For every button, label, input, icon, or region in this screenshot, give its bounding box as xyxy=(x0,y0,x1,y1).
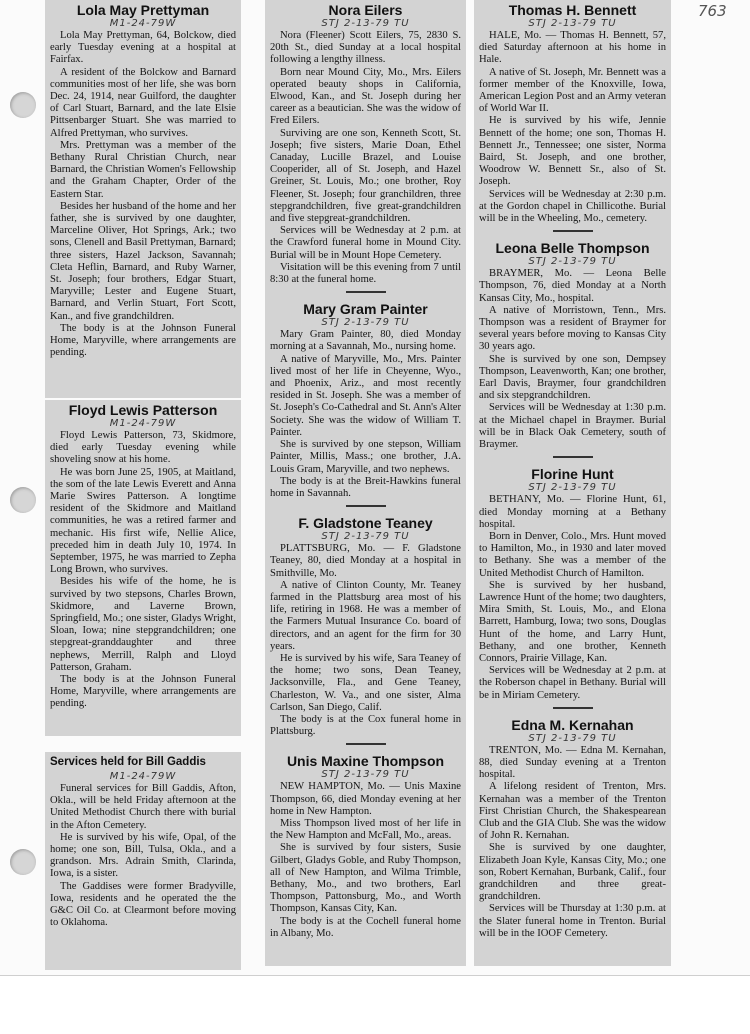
obituary-paragraph: A resident of the Bolckow and Barnard communities most of her life, she was born Dec. 24, 1914, near Guilford, the daughter of Carl Stuart, Barnard, and the late Elsie Pittsenbarger Stuart. She was married to Alfred Prettyman, who survives. xyxy=(50,66,236,139)
obituary-paragraph: Besides her husband of the home and her father, she is survived by one daughter, Marceline Oliver, Hot Springs, Ark.; two sons, Clenell and Basil Prettyman, Barnard; three sisters, Hazel Jackson, Savannah; Cleta Heflin, Barnard, and Ruby Warner, St. Joseph; four brothers, Edgar Stuart, Maryville; Lester and Eugene Stuart, Barnard, and Verlin Stuart, Fort Scott, Kan., and five grandchildren. xyxy=(50,200,236,322)
obituary-mary xyxy=(270,301,461,500)
obituary-paragraph: She is survived by her husband, Lawrence Hunt of the home; two daughters, Mira Smith, St. Louis, Mo., and Elona Barrett, Hamburg, Iowa; two sons, Douglas Hunt of the home, and Larry Hunt, Bethany, and one brother, Kenneth Connors, Prairie Village, Kan. xyxy=(479,579,666,664)
obituary-paragraph: Services will be Wednesday at 1:30 p.m. at the Michael chapel in Braymer. Burial will be in Black Oak Cemetery, south of Braymer. xyxy=(479,402,666,451)
handwritten-date-note: STJ 2-13-79 TU xyxy=(528,256,617,268)
obituary-title: Nora Eilers xyxy=(328,2,403,18)
separator-rule xyxy=(553,230,593,232)
separator-rule xyxy=(553,707,593,709)
obituary-paragraph: She is survived by four sisters, Susie Gilbert, Gladys Goble, and Ruby Thompson, all of New Hampton, and Wilma Trimble, Bethany, Mo., and two brothers, Earl Thompson, Pattonsburg, Mo., and Worth Thompson, Kansas City, Kan. xyxy=(270,842,461,915)
obituary-paragraph: Services will be Wednesday at 2:30 p.m. at the Gordon chapel in Chillicothe. Burial will be in the Wheeling, Mo., cemetery. xyxy=(479,188,666,225)
obituary-title: F. Gladstone Teaney xyxy=(298,515,433,532)
handwritten-date-note: STJ 2-13-79 TU xyxy=(321,531,410,543)
obituary-paragraph: BRAYMER, Mo. — Leona Belle Thompson, 76, died Monday at a North Kansas City, Mo., hospital. xyxy=(479,268,666,304)
binder-hole xyxy=(10,487,36,513)
handwritten-date-note: STJ 2-13-79 TU xyxy=(321,18,410,29)
obituary-paragraph: He is survived by his wife, Jennie Bennett of the home; one son, Thomas H. Bennett Jr., Tennessee; one sister, Norma Baird, St. Joseph, and one brother, Woodrow W. Bennett Sr., also of St. Joseph. xyxy=(479,115,666,188)
obituary-title: Services held for Bill Gaddis xyxy=(50,756,206,768)
handwritten-date-note: STJ 2-13-79 TU xyxy=(321,769,410,781)
handwritten-date-note: STJ 2-13-79 TU xyxy=(528,482,617,494)
obituary-paragraph: Besides his wife of the home, he is survived by two stepsons, Charles Brown, Skidmore, and Laverne Brown, Springfield, Mo.; one sister, Gladys Wright, Sloan, Iowa; nine stepgrandchildren; one stepgreat-granddaughter and three nephews, Merrill, Ralph and Lloyd Patterson, Graham. xyxy=(50,576,236,673)
obituary-paragraph: A lifelong resident of Trenton, Mrs. Kernahan was a member of the Trenton First Christian Church, the Shakespearean Club and the GIA Club. She was the widow of John R. Kernahan. xyxy=(479,781,666,842)
obituary-lola xyxy=(50,2,236,359)
obituary-bennett xyxy=(479,2,666,225)
separator-rule xyxy=(346,743,386,745)
clipping-column-middle xyxy=(265,0,466,966)
obituary-paragraph: Lola May Prettyman, 64, Bolckow, died early Tuesday evening at a hospital at Fairfax. xyxy=(50,30,236,66)
obituary-paragraph: He is survived by his wife, Sara Teaney of the home; two sons, Dean Teaney, Jacksonville, Fla., and Gene Teaney, Charleston, W. Va., and one sister, Alma Carlson, San Diego, Calif. xyxy=(270,652,461,713)
obituary-paragraph: PLATTSBURG, Mo. — F. Gladstone Teaney, 80, died Monday at a hospital in Smithville, Mo. xyxy=(270,543,461,579)
obituary-teaney xyxy=(270,515,461,738)
obituary-title: Unis Maxine Thompson xyxy=(286,753,445,770)
obituary-paragraph: HALE, Mo. — Thomas H. Bennett, 57, died Saturday afternoon at his home in Hale. xyxy=(479,30,666,66)
obituary-paragraph: Nora (Fleener) Scott Eilers, 75, 2830 S. 20th St., died Sunday at a local hospital following a lengthy illness. xyxy=(270,30,461,66)
clipping-lola xyxy=(45,0,241,398)
clipping-floyd xyxy=(45,400,241,736)
handwritten-date-note: M1-24-79W xyxy=(109,18,177,29)
obituary-gaddis xyxy=(50,754,236,929)
obituary-edna xyxy=(479,717,666,940)
obituary-title: Leona Belle Thompson xyxy=(495,240,650,257)
obituary-title: Lola May Prettyman xyxy=(76,2,210,18)
obituary-paragraph: A native of Maryville, Mo., Mrs. Painter lived most of her life in Cheyenne, Wyo., and Phoenix, Ariz., and most recently resided in St. Joseph. She was a member of St. Joseph's Co-Cathedral and St. Ann's Alter Society. She was the widow of William T. Painter. xyxy=(270,353,461,438)
separator-rule xyxy=(346,291,386,293)
handwritten-date-note: M1-24-79W xyxy=(109,771,177,782)
obituary-paragraph: The body is at the Cox funeral home in Plattsburg. xyxy=(270,713,461,738)
obituary-paragraph: She is survived by one son, Dempsey Thompson, Leavenworth, Kan; one brother, Earl Davis, Braymer, four grandchildren and six stepgrandchildren. xyxy=(479,353,666,402)
obituary-paragraph: Mrs. Prettyman was a member of the Bethany Rural Christian Church, near Barnard, the Christian Women's Fellowship and the Graham Chapter, Order of the Eastern Star. xyxy=(50,139,236,200)
obituary-title: Edna M. Kernahan xyxy=(511,716,634,733)
obituary-paragraph: Funeral services for Bill Gaddis, Afton, Okla., will be held Friday afternoon at the United Methodist Church there with burial in the Afton Cemetery. xyxy=(50,783,236,831)
obituary-paragraph: Services will be Thursday at 1:30 p.m. at the Slater funeral home in Trenton. Burial will be in the IOOF Cemetery. xyxy=(479,903,666,939)
obituary-paragraph: He was born June 25, 1905, at Maitland, the som of the late Lewis Everett and Anna Marie Swires Patterson. A longtime resident of the Skidmore and Maitland communities, he was a retired farmer and mechanic. His first wife, Nellie Alice, preceded him in death July 10, 1974. In September, 1975, he was married to Zepha Long Brown, who survives. xyxy=(50,466,236,576)
obituary-leona xyxy=(479,240,666,451)
obituary-paragraph: The body is at the Johnson Funeral Home, Maryville, where arrangements are pending. xyxy=(50,674,236,710)
obituary-title: Thomas H. Bennett xyxy=(508,2,637,18)
binder-hole xyxy=(10,92,36,118)
obituary-paragraph: The body is at the Johnson Funeral Home, Maryville, where arrangements are pending. xyxy=(50,322,236,359)
separator-rule xyxy=(553,456,593,458)
obituary-unis xyxy=(270,753,461,940)
handwritten-date-note: STJ 2-13-79 TU xyxy=(528,18,617,29)
obituary-paragraph: The Gaddises were former Bradyville, Iowa, residents and he operated the the G&C Oil Co. at Clearmont before moving to Oklahoma. xyxy=(50,880,236,929)
obituary-paragraph: A native of Morristown, Tenn., Mrs. Thompson was a resident of Braymer for several years before moving to Kansas City 30 years ago. xyxy=(479,304,666,353)
handwritten-date-note: STJ 2-13-79 TU xyxy=(321,317,410,329)
obituary-florine xyxy=(479,466,666,701)
page-number: 763 xyxy=(698,2,727,20)
obituary-paragraph: Floyd Lewis Patterson, 73, Skidmore, died early Tuesday evening while shoveling snow at his home. xyxy=(50,430,236,466)
obituary-paragraph: She is survived by one daughter, Elizabeth Joan Kyle, Kansas City, Mo.; one son, Robert Kernahan, Burbank, Calif., four grandchildren and three great-grandchildren. xyxy=(479,842,666,903)
obituary-paragraph: BETHANY, Mo. — Florine Hunt, 61, died Monday morning at a Bethany hospital. xyxy=(479,494,666,530)
obituary-paragraph: NEW HAMPTON, Mo. — Unis Maxine Thompson, 66, died Monday evening at her home in New Hampton. xyxy=(270,781,461,817)
obituary-paragraph: A native of St. Joseph, Mr. Bennett was a former member of the Knoxville, Iowa, American Legion Post and an Army veteran of World War II. xyxy=(479,66,666,115)
obituary-paragraph: Surviving are one son, Kenneth Scott, St. Joseph; five sisters, Marie Doan, Ethel Canaday, Lucille Brazel, and Louise Cooperider, all of St. Joseph, and Hazel Greiner, St. Louis, Mo.; one brother, Roy Fleener, St. Joseph; four granchildren, three stepgrandchildren, five great-grandchildren and five stepgreat-grandchildren. xyxy=(270,127,461,225)
obituary-paragraph: Born near Mound City, Mo., Mrs. Eilers operated beauty shops in California, Elwood, Kan., and St. Joseph during her career as a beautician. She was the widow of Fred Eilers. xyxy=(270,66,461,127)
binder-hole xyxy=(10,849,36,875)
obituary-paragraph: Services will be Wednesday at 2 p.m. at the Roberson chapel in Bethany. Burial will be in Miriam Cemetery. xyxy=(479,665,666,701)
obituary-paragraph: The body is at the Cochell funeral home in Albany, Mo. xyxy=(270,915,461,939)
obituary-paragraph: Visitation will be this evening from 7 until 8:30 at the funeral home. xyxy=(270,261,461,286)
handwritten-date-note: M1-24-79W xyxy=(109,418,177,429)
obituary-title: Mary Gram Painter xyxy=(303,301,428,318)
obituary-paragraph: She is survived by one stepson, William Painter, Millis, Mass.; one brother, J.A. Louis Gram, Maryville, and two nephews. xyxy=(270,439,461,475)
obituary-floyd xyxy=(50,402,236,711)
obituary-paragraph: Miss Thompson lived most of her life in the New Hampton and McFall, Mo., areas. xyxy=(270,817,461,842)
obituary-paragraph: A native of Clinton County, Mr. Teaney farmed in the Plattsburg area most of his life, retiring in 1968. He was a member of the Farmers Mutual Insurance Co. board of directors, and an agent for the firm for 30 years. xyxy=(270,579,461,652)
clipping-column-right xyxy=(474,0,671,966)
obituary-paragraph: Mary Gram Painter, 80, died Monday morning at a Savannah, Mo., nursing home. xyxy=(270,329,461,353)
page-bottom-margin xyxy=(0,975,750,1034)
obituary-paragraph: He is survived by his wife, Opal, of the home; one son, Bill, Tulsa, Okla., and a grandson. Mrs. Adrain Smith, Clarinda, Iowa, is a sister. xyxy=(50,831,236,880)
separator-rule xyxy=(346,505,386,507)
obituary-title: Florine Hunt xyxy=(531,466,614,483)
obituary-paragraph: TRENTON, Mo. — Edna M. Kernahan, 88, died Sunday evening at a Trenton hospital. xyxy=(479,744,666,781)
obituary-title: Floyd Lewis Patterson xyxy=(68,402,218,418)
handwritten-date-note: STJ 2-13-79 TU xyxy=(528,732,617,744)
obituary-paragraph: Born in Denver, Colo., Mrs. Hunt moved to Hamilton, Mo., in 1930 and later moved to Bethany. She was a member of the United Methodist Church of Hamilton. xyxy=(479,530,666,579)
obituary-paragraph: Services will be Wednesday at 2 p.m. at the Crawford funeral home in Mound City. Burial will be in Mount Hope Cemetery. xyxy=(270,225,461,261)
clipping-gaddis xyxy=(45,752,241,970)
obituary-nora xyxy=(270,2,461,286)
obituary-paragraph: The body is at the Breit-Hawkins funeral home in Savannah. xyxy=(270,475,461,499)
